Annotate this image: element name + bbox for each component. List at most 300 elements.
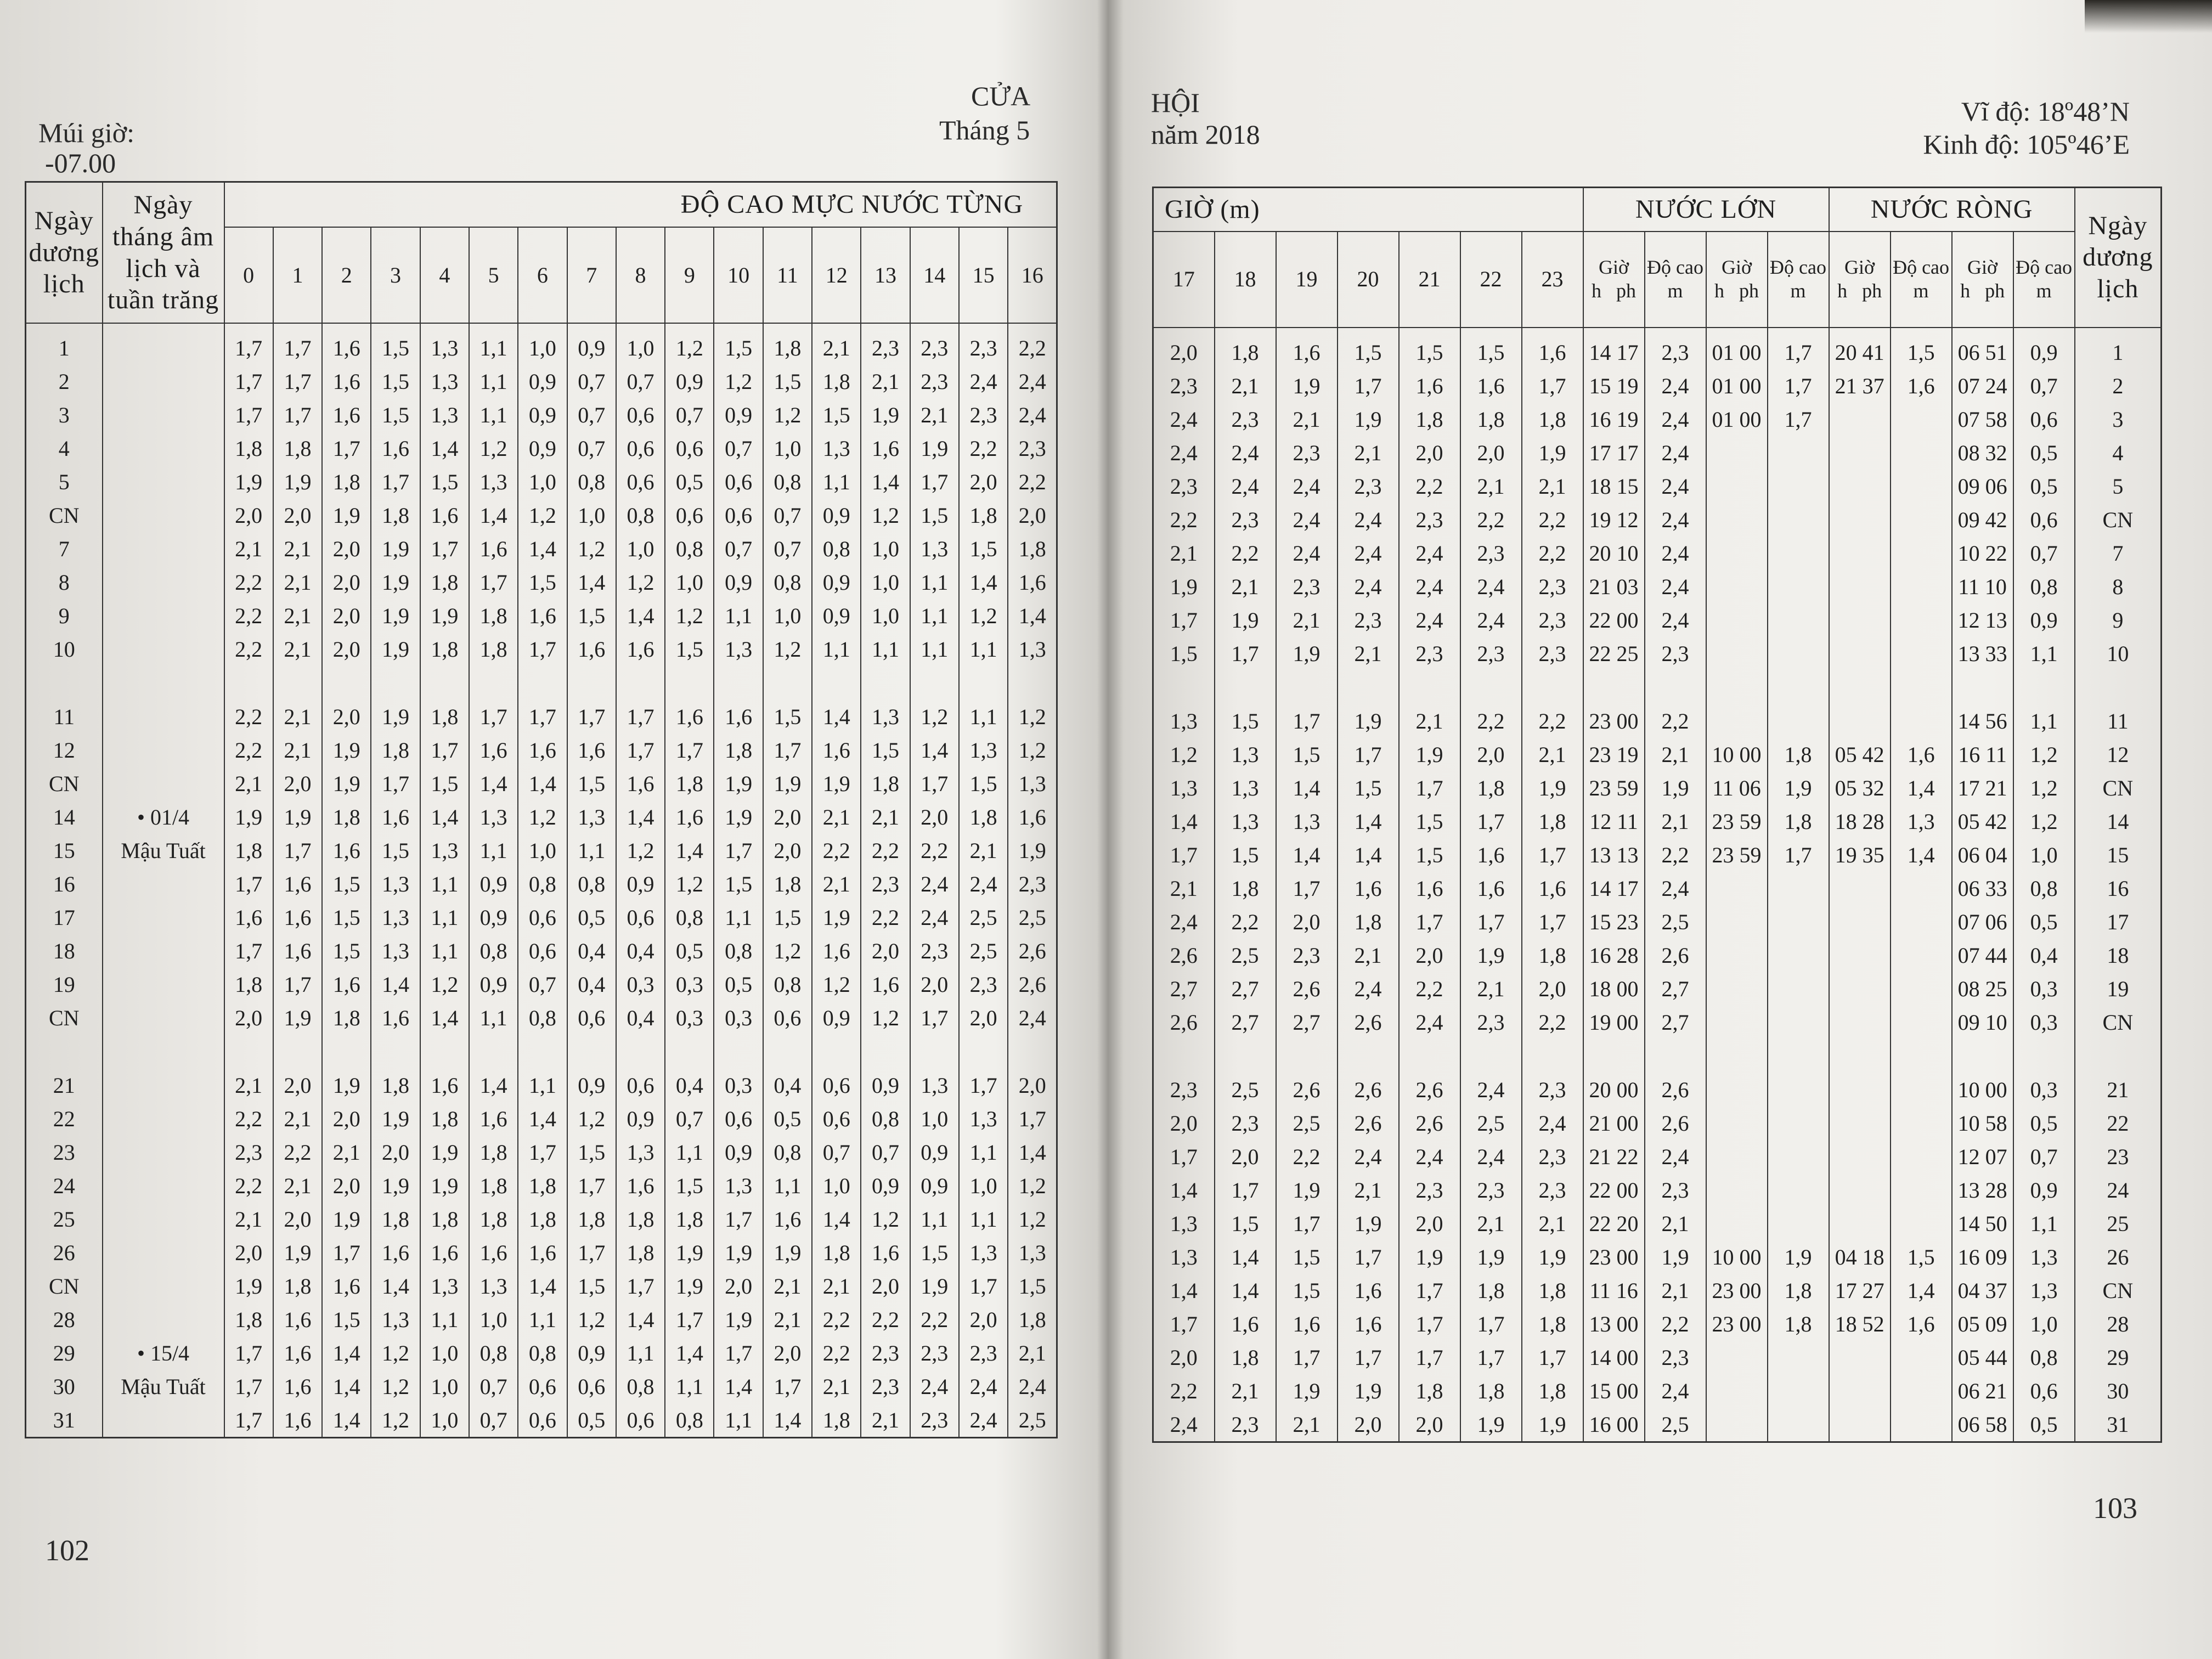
height-cell: 1,8 — [1215, 1341, 1276, 1374]
height-cell: 1,8 — [273, 432, 322, 465]
height-cell: 1,4 — [1153, 1173, 1215, 1207]
height-cell: 1,0 — [567, 499, 616, 532]
height-cell: 1,4 — [616, 599, 665, 633]
height-cell: 2,3 — [861, 867, 910, 901]
height-cell: 2,1 — [1008, 1336, 1057, 1370]
height-cell: 1,6 — [469, 733, 518, 767]
height-cell: 2,1 — [273, 532, 322, 566]
height-cell: 1,9 — [371, 532, 420, 566]
height-cell: 0,5 — [665, 465, 714, 499]
height-cell: 1,5 — [812, 398, 861, 432]
height-cell: 1,6 — [469, 1236, 518, 1269]
height-cell: 2,6 — [1008, 934, 1057, 968]
height-cell: 2,2 — [224, 733, 273, 767]
high-water-time: 16 19 — [1583, 403, 1645, 436]
high-water-time — [1706, 1408, 1768, 1442]
height-cell: 2,6 — [1008, 968, 1057, 1001]
low-water-time: 08 25 — [1952, 972, 2013, 1006]
height-cell: 1,3 — [1215, 805, 1276, 838]
high-water-time — [1706, 1073, 1768, 1107]
height-cell: 1,9 — [1008, 834, 1057, 867]
height-cell: 1,2 — [1008, 733, 1057, 767]
day-cell: 16 — [26, 867, 103, 901]
height-cell: 0,5 — [567, 901, 616, 934]
high-water-height: 2,4 — [1645, 369, 1706, 403]
spacer-cell — [1768, 1039, 1829, 1073]
lunar-cell — [103, 633, 224, 666]
height-cell: 1,7 — [1276, 872, 1338, 905]
height-cell: 1,7 — [763, 733, 812, 767]
low-water-time — [1829, 1006, 1891, 1039]
day-cell: 17 — [26, 901, 103, 934]
hour-header: 14 — [910, 227, 959, 323]
height-cell: 2,1 — [812, 867, 861, 901]
day-cell: CN — [26, 1269, 103, 1303]
height-cell: 1,6 — [322, 968, 371, 1001]
height-cell: 1,2 — [812, 968, 861, 1001]
low-water-height — [1891, 1006, 1952, 1039]
height-cell: 2,2 — [224, 700, 273, 733]
height-cell: 2,4 — [1399, 1140, 1460, 1173]
height-cell: 1,4 — [1153, 805, 1215, 838]
height-cell: 1,8 — [469, 633, 518, 666]
height-cell: 1,7 — [273, 834, 322, 867]
height-cell: 1,9 — [1399, 1240, 1460, 1274]
height-cell: 2,2 — [1215, 905, 1276, 939]
height-cell: 0,7 — [616, 365, 665, 398]
height-cell: 0,4 — [567, 968, 616, 1001]
height-cell: 0,9 — [812, 1001, 861, 1035]
height-cell: 2,2 — [1153, 503, 1215, 537]
height-cell: 0,6 — [616, 465, 665, 499]
right-day-cell: 5 — [2075, 470, 2162, 503]
spacer-cell — [322, 1035, 371, 1069]
spacer-cell — [322, 666, 371, 700]
high-water-height: 1,8 — [1768, 738, 1829, 771]
height-cell: 1,6 — [1460, 872, 1522, 905]
high-water-height: 1,9 — [1768, 1240, 1829, 1274]
height-cell: 1,7 — [224, 1336, 273, 1370]
height-cell: 1,7 — [1522, 369, 1583, 403]
height-cell: 1,3 — [420, 834, 469, 867]
height-cell: 2,1 — [812, 1370, 861, 1403]
lunar-cell — [103, 1069, 224, 1102]
height-cell: 1,7 — [1460, 1307, 1522, 1341]
height-cell: 0,8 — [665, 532, 714, 566]
height-cell: 1,6 — [420, 1236, 469, 1269]
height-cell: 1,9 — [714, 800, 763, 834]
right-hours-header-row — [1153, 232, 2162, 328]
height-cell: 2,1 — [1522, 470, 1583, 503]
right-day-cell: 2 — [2075, 369, 2162, 403]
low-water-height: 1,4 — [1891, 771, 1952, 805]
height-cell: 1,6 — [1008, 800, 1057, 834]
height-cell: 1,7 — [518, 1136, 567, 1169]
day-cell: 28 — [26, 1303, 103, 1336]
height-cell: 0,7 — [469, 1370, 518, 1403]
height-cell: 2,5 — [959, 901, 1008, 934]
low-water-time — [1829, 939, 1891, 972]
table-row — [1153, 470, 2162, 503]
height-cell: 2,6 — [1153, 939, 1215, 972]
height-cell: 2,7 — [1153, 972, 1215, 1006]
low-water-time: 18 28 — [1829, 805, 1891, 838]
height-cell: 0,7 — [469, 1403, 518, 1438]
height-cell: 0,8 — [665, 1403, 714, 1438]
low-water-time: 05 09 — [1952, 1307, 2013, 1341]
height-cell: 1,7 — [224, 323, 273, 365]
height-cell: 1,8 — [371, 1069, 420, 1102]
height-cell: 1,5 — [1399, 328, 1460, 369]
height-cell: 2,4 — [1399, 1006, 1460, 1039]
height-cell: 0,9 — [469, 901, 518, 934]
high-water-time: 14 00 — [1583, 1341, 1645, 1374]
low-water-time: 18 52 — [1829, 1307, 1891, 1341]
day-cell: CN — [26, 499, 103, 532]
high-water-time — [1706, 872, 1768, 905]
height-cell: 1,3 — [567, 800, 616, 834]
low-water-height: 1,3 — [2013, 1240, 2075, 1274]
low-water-time: 10 22 — [1952, 537, 2013, 570]
height-cell: 1,8 — [420, 566, 469, 599]
height-cell: 1,3 — [959, 1102, 1008, 1136]
low-water-time: 12 07 — [1952, 1140, 2013, 1173]
right-day-cell: 16 — [2075, 872, 2162, 905]
time-subheader — [1583, 232, 1645, 328]
height-cell: 1,1 — [420, 1303, 469, 1336]
spacer-cell — [1645, 1039, 1706, 1073]
day-cell: 10 — [26, 633, 103, 666]
height-cell: 1,4 — [518, 767, 567, 800]
height-cell: 1,3 — [469, 1269, 518, 1303]
table-row — [26, 1169, 1057, 1203]
height-cell: 2,2 — [1522, 704, 1583, 738]
hour-header: 21 — [1399, 232, 1460, 328]
height-cell: 1,5 — [322, 934, 371, 968]
low-water-height: 0,7 — [2013, 369, 2075, 403]
height-cell: 1,5 — [1215, 704, 1276, 738]
height-cell: 2,1 — [812, 1269, 861, 1303]
height-cell: 0,7 — [665, 1102, 714, 1136]
high-water-height — [1768, 1173, 1829, 1207]
day-cell: 2 — [26, 365, 103, 398]
height-cell: 1,8 — [763, 867, 812, 901]
height-cell: 1,6 — [861, 1236, 910, 1269]
hour-header: 7 — [567, 227, 616, 323]
height-cell: 2,3 — [910, 365, 959, 398]
height-cell: 1,8 — [959, 800, 1008, 834]
height-cell: 1,6 — [420, 499, 469, 532]
height-cell: 2,1 — [763, 1303, 812, 1336]
low-water-time — [1829, 603, 1891, 637]
height-cell: 2,4 — [1008, 1001, 1057, 1035]
height-unit: m — [1790, 280, 1806, 302]
day-cell: 29 — [26, 1336, 103, 1370]
spacer-cell — [616, 1035, 665, 1069]
height-cell: 1,1 — [714, 901, 763, 934]
height-cell: 1,7 — [616, 700, 665, 733]
high-water-height: 2,4 — [1645, 570, 1706, 603]
height-cell: 1,4 — [518, 532, 567, 566]
height-cell: 1,3 — [910, 1069, 959, 1102]
high-water-time — [1706, 1341, 1768, 1374]
low-water-height: 1,2 — [2013, 738, 2075, 771]
spacer-cell — [812, 1035, 861, 1069]
height-cell: 1,6 — [420, 1069, 469, 1102]
height-cell: 2,4 — [1276, 470, 1338, 503]
height-cell: 1,9 — [665, 1269, 714, 1303]
lunar-cell: • 01/4 — [103, 800, 224, 834]
low-water-time: 13 33 — [1952, 637, 2013, 670]
height-cell: 1,5 — [371, 834, 420, 867]
height-cell: 1,9 — [273, 1001, 322, 1035]
height-cell: 1,7 — [665, 733, 714, 767]
low-water-time: 10 00 — [1952, 1073, 2013, 1107]
height-cell: 1,4 — [1215, 1274, 1276, 1307]
height-cell: 1,9 — [714, 767, 763, 800]
low-water-height: 1,2 — [2013, 771, 2075, 805]
height-cell: 1,2 — [763, 934, 812, 968]
height-cell: 1,5 — [567, 599, 616, 633]
height-cell: 1,5 — [518, 566, 567, 599]
high-water-height — [1768, 603, 1829, 637]
height-cell: 1,2 — [616, 566, 665, 599]
height-cell: 2,0 — [959, 1303, 1008, 1336]
height-cell: 1,0 — [518, 323, 567, 365]
height-cell: 1,4 — [1008, 1136, 1057, 1169]
right-day-cell: 22 — [2075, 1107, 2162, 1140]
spacer-cell — [1706, 1039, 1768, 1073]
high-water-height — [1768, 1341, 1829, 1374]
height-cell: 1,6 — [1338, 1274, 1399, 1307]
height-cell: 1,6 — [518, 599, 567, 633]
hour-header: 5 — [469, 227, 518, 323]
height-cell: 2,0 — [1399, 939, 1460, 972]
high-water-time — [1706, 470, 1768, 503]
height-cell: 2,4 — [1153, 436, 1215, 470]
height-cell: 2,1 — [1460, 470, 1522, 503]
day-cell: 30 — [26, 1370, 103, 1403]
height-cell: 1,8 — [1522, 403, 1583, 436]
spacer-cell — [103, 666, 224, 700]
right-day-cell: 11 — [2075, 704, 2162, 738]
height-cell: 1,7 — [1399, 1341, 1460, 1374]
high-water-height — [1768, 436, 1829, 470]
height-cell: 2,3 — [1153, 1073, 1215, 1107]
spacer-cell — [1399, 1039, 1460, 1073]
height-cell: 1,1 — [910, 599, 959, 633]
table-row — [26, 465, 1057, 499]
spacer-cell — [2075, 1039, 2162, 1073]
height-cell: 1,6 — [273, 1303, 322, 1336]
height-cell: 1,7 — [1153, 1307, 1215, 1341]
low-water-time — [1829, 905, 1891, 939]
height-cell: 1,0 — [616, 323, 665, 365]
low-water-height: 0,5 — [2013, 1107, 2075, 1140]
height-cell: 1,2 — [1008, 1203, 1057, 1236]
lunar-column-header: Ngày tháng âm lịch và tuần trăng — [103, 182, 224, 324]
height-cell: 0,7 — [714, 532, 763, 566]
height-cell: 2,3 — [224, 1136, 273, 1169]
high-water-time — [1706, 570, 1768, 603]
height-cell: 1,9 — [910, 432, 959, 465]
high-water-height: 2,4 — [1645, 603, 1706, 637]
height-cell: 1,8 — [322, 465, 371, 499]
low-water-time: 09 42 — [1952, 503, 2013, 537]
height-cell: 1,7 — [959, 1269, 1008, 1303]
lunar-cell — [103, 465, 224, 499]
height-cell: 1,7 — [371, 767, 420, 800]
height-subheader — [1891, 232, 1952, 328]
height-cell: 2,4 — [1008, 365, 1057, 398]
tide-table-right — [1152, 187, 2162, 1443]
height-cell: 2,2 — [910, 1303, 959, 1336]
high-water-height: 1,8 — [1768, 1307, 1829, 1341]
spacer-cell — [1338, 670, 1399, 704]
left-page — [0, 0, 1097, 1659]
height-cell: 1,4 — [371, 968, 420, 1001]
height-cell: 1,4 — [1276, 838, 1338, 872]
height-cell: 1,3 — [812, 432, 861, 465]
height-cell: 1,2 — [616, 834, 665, 867]
height-cell: 1,7 — [273, 323, 322, 365]
high-water-time: 23 59 — [1583, 771, 1645, 805]
high-water-time — [1706, 939, 1768, 972]
height-cell: 2,3 — [910, 934, 959, 968]
spacer-cell — [2013, 670, 2075, 704]
height-cell: 0,4 — [763, 1069, 812, 1102]
height-cell: 0,9 — [714, 398, 763, 432]
height-cell: 2,3 — [959, 968, 1008, 1001]
low-water-time: 14 50 — [1952, 1207, 2013, 1240]
spacer-cell — [103, 1035, 224, 1069]
height-cell: 2,4 — [1522, 1107, 1583, 1140]
lunar-cell — [103, 934, 224, 968]
height-cell: 1,7 — [665, 1303, 714, 1336]
height-cell: 2,0 — [959, 465, 1008, 499]
right-day-cell: 7 — [2075, 537, 2162, 570]
low-water-height — [1891, 1408, 1952, 1442]
time-subheader — [1952, 232, 2013, 328]
right-day-cell: 30 — [2075, 1374, 2162, 1408]
height-cell: 0,9 — [861, 1069, 910, 1102]
height-cell: 1,1 — [518, 1069, 567, 1102]
height-cell: 1,6 — [224, 901, 273, 934]
low-water-time — [1829, 1140, 1891, 1173]
height-cell: 1,4 — [469, 767, 518, 800]
low-water-height: 0,8 — [2013, 1341, 2075, 1374]
month-label: Tháng 5 — [939, 115, 1030, 145]
height-cell: 1,2 — [1153, 738, 1215, 771]
lunar-cell — [103, 733, 224, 767]
height-cell: 1,3 — [420, 323, 469, 365]
height-cell: 1,4 — [616, 800, 665, 834]
height-cell: 0,9 — [567, 323, 616, 365]
height-cell: 2,2 — [224, 1169, 273, 1203]
height-cell: 1,6 — [1460, 369, 1522, 403]
height-cell: 2,6 — [1153, 1006, 1215, 1039]
height-cell: 2,0 — [1276, 905, 1338, 939]
height-cell: 1,7 — [518, 700, 567, 733]
height-cell: 1,9 — [322, 1069, 371, 1102]
height-cell: 1,9 — [1522, 1408, 1583, 1442]
low-water-time: 06 33 — [1952, 872, 2013, 905]
table-row — [26, 800, 1057, 834]
low-water-height — [1891, 403, 1952, 436]
height-cell: 1,2 — [371, 1403, 420, 1438]
height-cell: 1,7 — [1338, 738, 1399, 771]
spacer-cell — [665, 666, 714, 700]
height-cell: 1,2 — [861, 1001, 910, 1035]
low-water-time: 05 32 — [1829, 771, 1891, 805]
high-water-height: 2,5 — [1645, 905, 1706, 939]
height-cell: 2,0 — [1153, 1341, 1215, 1374]
height-cell: 2,2 — [1008, 323, 1057, 365]
height-cell: 1,7 — [469, 700, 518, 733]
spacer-cell — [1276, 1039, 1338, 1073]
height-cell: 1,0 — [616, 532, 665, 566]
spacer-cell — [420, 1035, 469, 1069]
height-cell: 2,1 — [273, 733, 322, 767]
table-row — [26, 566, 1057, 599]
spacer-cell — [1153, 670, 1215, 704]
height-cell: 1,6 — [518, 1236, 567, 1269]
height-cell: 1,8 — [420, 1203, 469, 1236]
height-cell: 1,5 — [1153, 637, 1215, 670]
low-water-time — [1829, 403, 1891, 436]
height-cell: 1,8 — [518, 1169, 567, 1203]
height-cell: 2,3 — [1153, 369, 1215, 403]
right-day-cell: 28 — [2075, 1307, 2162, 1341]
height-cell: 1,2 — [567, 532, 616, 566]
high-water-height: 2,3 — [1645, 328, 1706, 369]
day-cell: 8 — [26, 566, 103, 599]
height-cell: 1,3 — [714, 1169, 763, 1203]
station-name-part1: CỬA — [971, 81, 1031, 111]
table-row — [1153, 369, 2162, 403]
height-cell: 1,6 — [518, 733, 567, 767]
height-cell: 1,5 — [567, 1269, 616, 1303]
low-water-time: 11 10 — [1952, 570, 2013, 603]
lunar-cell — [103, 1136, 224, 1169]
day-cell: 26 — [26, 1236, 103, 1269]
page-number-right: 103 — [2093, 1492, 2137, 1525]
height-cell: 1,6 — [616, 767, 665, 800]
height-cell: 1,9 — [371, 1102, 420, 1136]
spacer-cell — [469, 666, 518, 700]
low-water-time: 06 21 — [1952, 1374, 2013, 1408]
height-cell: 1,4 — [910, 733, 959, 767]
right-day-cell: 4 — [2075, 436, 2162, 470]
height-cell: 1,7 — [1460, 905, 1522, 939]
height-cell: 1,6 — [861, 968, 910, 1001]
height-cell: 0,6 — [714, 1102, 763, 1136]
high-water-time: 23 00 — [1706, 1274, 1768, 1307]
spacer-cell — [763, 666, 812, 700]
spacer-cell — [1583, 1039, 1645, 1073]
latitude-label: Vĩ độ: 18º48’N — [1961, 96, 2130, 127]
low-water-height: 1,1 — [2013, 704, 2075, 738]
low-water-time: 17 27 — [1829, 1274, 1891, 1307]
height-cell: 0,8 — [567, 867, 616, 901]
height-cell: 0,7 — [861, 1136, 910, 1169]
height-cell: 1,8 — [616, 1203, 665, 1236]
height-cell: 1,5 — [714, 867, 763, 901]
high-water-time: 15 23 — [1583, 905, 1645, 939]
low-water-height: 1,6 — [1891, 1307, 1952, 1341]
low-water-height — [1891, 1107, 1952, 1140]
height-cell: 0,6 — [616, 1403, 665, 1438]
